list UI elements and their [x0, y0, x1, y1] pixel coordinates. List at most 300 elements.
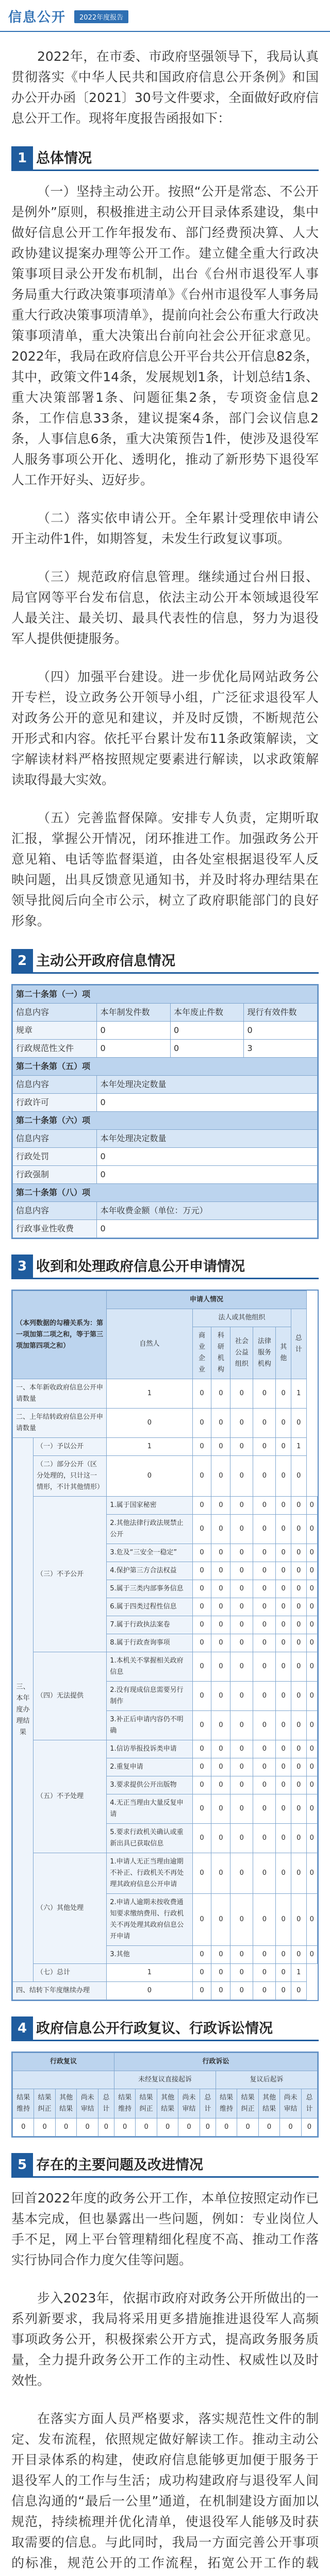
table-cell: 行政规范性文件 — [13, 1040, 97, 1058]
table-cell: 0 — [306, 1794, 317, 1824]
table-cell: 0 — [97, 1148, 318, 1166]
table-cell: 0 — [192, 1634, 211, 1652]
table-cell: 0 — [253, 1758, 276, 1776]
s4-review: 行政复议 — [13, 2053, 114, 2071]
s4-col-header: 结果维持 — [13, 2089, 34, 2119]
table-cell: 0 — [192, 1794, 211, 1824]
table-cell: 0 — [192, 1824, 211, 1853]
table-cell: 0 — [230, 1824, 253, 1853]
table-cell: 0 — [291, 1894, 307, 1946]
table-row — [13, 1497, 318, 1515]
table-cell: 0 — [230, 1758, 253, 1776]
section1-item-text: 全年累计受理依申请公开主动件1件，如期答复，未发生行政复议事项。 — [11, 511, 319, 546]
table-cell: 0 — [276, 1758, 291, 1776]
table-cell: 0 — [230, 1682, 253, 1711]
s3-org-col: 法律服务机构 — [253, 1327, 276, 1379]
table-cell: 0 — [253, 1515, 276, 1544]
s3-row-label: 3.危及“三安全一稳定” — [107, 1544, 192, 1562]
section1-item-head: （二）落实依申请公开。 — [37, 511, 185, 526]
table-row — [13, 1379, 318, 1409]
s3-row-label: 3.补正后申请内容仍不明确 — [107, 1711, 192, 1740]
table-cell: 0 — [244, 1022, 318, 1040]
table-cell: 0 — [192, 1982, 211, 2000]
section2-table-wrap — [11, 984, 319, 1239]
table-cell: 0 — [291, 1544, 307, 1562]
table-cell: 0 — [280, 2119, 301, 2137]
table-cell: 0 — [253, 1456, 276, 1497]
s3-top-left: （本列数据的勾稽关系为：第一项加第二项之和，等于第三项加第四项之和） — [13, 1291, 107, 1379]
table-cell: 0 — [211, 1946, 230, 1964]
section1-title: 总体情况 — [36, 150, 92, 166]
table-cell: 0 — [192, 1740, 211, 1758]
table-cell: 0 — [170, 1022, 244, 1040]
s2-sub3-h0: 信息内容 — [13, 1130, 97, 1148]
table-cell: 0 — [306, 1946, 317, 1964]
table-cell: 0 — [230, 1438, 253, 1456]
table-cell: 0 — [306, 1711, 317, 1740]
table-cell: 0 — [291, 1794, 307, 1824]
table-cell: 0 — [107, 1982, 192, 2000]
section5-title: 存在的主要问题及改进情况 — [36, 2157, 203, 2173]
table-cell: 0 — [306, 1740, 317, 1758]
s2-col-header: 现行有效件数 — [244, 1004, 318, 1022]
s4-col-header: 总计 — [98, 2089, 114, 2119]
table-cell: 0 — [230, 1634, 253, 1652]
table-cell: 0 — [291, 1515, 307, 1544]
table-cell: 0 — [291, 1776, 307, 1794]
s2-sub3-title: 第二十条第（六）项 — [13, 1112, 318, 1130]
s3-row-label: （七）总计 — [34, 1964, 107, 1982]
table-cell: 0 — [211, 1598, 230, 1616]
section1-title-bar — [11, 146, 319, 171]
table-cell: 0 — [114, 2119, 135, 2137]
table-cell: 0 — [216, 2119, 237, 2137]
s3-row-label: 7.属于行政执法案卷 — [107, 1616, 192, 1634]
table-cell: 0 — [211, 1776, 230, 1794]
s4-col-header: 尚未审结 — [77, 2089, 98, 2119]
report-tag: 2022年度报告 — [74, 10, 128, 23]
table-cell: 0 — [291, 1982, 307, 2000]
table-cell: 0 — [253, 1982, 276, 2000]
table-cell: 0 — [237, 2119, 258, 2137]
table-cell: 0 — [276, 1982, 291, 2000]
table-cell: 行政强制 — [13, 1166, 97, 1184]
table-cell: 0 — [230, 1711, 253, 1740]
table-cell: 行政事业性收费 — [13, 1220, 97, 1238]
table-cell: 0 — [192, 1515, 211, 1544]
table-cell: 1 — [107, 1379, 192, 1409]
table-cell: 0 — [211, 1982, 230, 2000]
table-cell: 0 — [306, 1824, 317, 1853]
section2-num: 2 — [11, 949, 33, 973]
table-cell: 0 — [291, 1711, 307, 1740]
table-cell: 0 — [306, 1776, 317, 1794]
table-cell: 0 — [192, 1598, 211, 1616]
table-cell: 1 — [291, 1964, 307, 1982]
s3-org-col: 其他 — [276, 1327, 291, 1379]
table-row — [13, 1094, 318, 1112]
table-cell: 0 — [230, 1652, 253, 1682]
table-cell: 0 — [230, 1740, 253, 1758]
s2-col-header: 本年废止件数 — [170, 1004, 244, 1022]
table-row — [13, 1022, 318, 1040]
table-cell: 0 — [306, 1616, 317, 1634]
s3-row-label: 3.其他 — [107, 1946, 192, 1964]
section4-title-bar — [11, 2016, 319, 2041]
table-cell: 0 — [253, 1894, 276, 1946]
table-cell: 0 — [192, 1562, 211, 1580]
section1-item-head: （三）规范政府信息管理。 — [37, 569, 199, 584]
section3-num: 3 — [11, 1255, 33, 1278]
table-cell: 0 — [230, 1964, 253, 1982]
table-cell: 0 — [192, 1894, 211, 1946]
table-cell: 0 — [211, 1853, 230, 1894]
table-cell: 0 — [34, 2119, 55, 2137]
intro-paragraph: 2022年，在市委、市政府坚强领导下，我局认真贯彻落实《中华人民共和国政府信息公开条例》和国办公开办函〔2021〕30号文件要求，全面做好政府信息公开工作。现将年度报告函报如下： — [11, 49, 319, 126]
table-cell: 0 — [253, 1409, 276, 1438]
s2-col-header: 信息内容 — [13, 1004, 97, 1022]
s3-row-label: 2.没有现成信息需要另行制作 — [107, 1682, 192, 1711]
section1-item — [11, 667, 319, 790]
table-cell: 0 — [291, 1497, 307, 1515]
table-cell: 0 — [97, 1094, 318, 1112]
table-cell: 行政许可 — [13, 1094, 97, 1112]
s4-col-header: 结果纠正 — [34, 2089, 55, 2119]
table-cell: 1 — [107, 1438, 192, 1456]
table-cell: 0 — [291, 1758, 307, 1776]
section1-item-text: 进一步优化局网站政务公开专栏，设立政务公开领导小组，广泛征求退役军人对政务公开的意见和建议，并及时反馈，不断规范公开形式和内容。依托平台累计发布11条政策解读，文字解读材料严格按照规定要素进行解读，以求政策解读取得最大实效。 — [11, 669, 319, 787]
table-cell: 0 — [291, 1456, 307, 1497]
section1-item — [11, 808, 319, 931]
table-cell: 0 — [230, 1562, 253, 1580]
table-cell: 0 — [276, 1824, 291, 1853]
table-cell: 0 — [306, 1853, 317, 1894]
table-cell: 0 — [306, 1682, 317, 1711]
table-cell: 0 — [306, 1497, 317, 1515]
table-cell: 0 — [192, 1682, 211, 1711]
table-cell: 0 — [157, 2119, 178, 2137]
table-cell: 0 — [276, 1456, 291, 1497]
section3-table-wrap — [11, 1290, 319, 2001]
table-row — [13, 1740, 318, 1758]
table-cell: 0 — [192, 1409, 211, 1438]
table-cell: 0 — [276, 1682, 291, 1711]
s4-col-header: 尚未审结 — [178, 2089, 200, 2119]
table-cell: 0 — [253, 1682, 276, 1711]
table-cell: 行政处罚 — [13, 1148, 97, 1166]
s4-col-header: 结果维持 — [216, 2089, 237, 2119]
s3-row-label: 6.属于四类过程性信息 — [107, 1598, 192, 1616]
table-cell: 0 — [306, 1515, 317, 1544]
s4-col-header: 结果维持 — [114, 2089, 135, 2119]
section1-item-head: （五）完善监督保障。 — [37, 810, 172, 825]
table-cell: 0 — [253, 1794, 276, 1824]
table-cell: 规章 — [13, 1022, 97, 1040]
table-cell: 0 — [192, 1544, 211, 1562]
table-cell: 0 — [192, 1711, 211, 1740]
table-cell: 0 — [211, 1682, 230, 1711]
s3-subgroup-label: （三）不予公开 — [34, 1497, 107, 1652]
table-cell: 0 — [276, 1652, 291, 1682]
table-cell: 0 — [211, 1634, 230, 1652]
s3-row-label: 2.重复申请 — [107, 1758, 192, 1776]
table-cell: 0 — [192, 1946, 211, 1964]
table-cell: 0 — [276, 1497, 291, 1515]
s3-row-label: 4.保护第三方合法权益 — [107, 1562, 192, 1580]
table-cell: 0 — [211, 1456, 230, 1497]
s3-row-label: 四、结转下年度继续办理 — [13, 1982, 107, 2000]
s3-row-label: 5.属于三类内部事务信息 — [107, 1580, 192, 1598]
table-row — [13, 1220, 318, 1238]
section1-num: 1 — [11, 146, 33, 170]
table-cell: 0 — [291, 1740, 307, 1758]
table-cell: 0 — [211, 1964, 230, 1982]
table-row — [13, 1982, 318, 2000]
table-cell: 0 — [276, 1598, 291, 1616]
table-cell: 0 — [276, 1853, 291, 1894]
table-cell: 0 — [291, 1580, 307, 1598]
top-header — [0, 0, 330, 32]
table-cell: 0 — [291, 1946, 307, 1964]
table-cell: 0 — [253, 1616, 276, 1634]
table-cell: 0 — [276, 1794, 291, 1824]
table-cell: 0 — [230, 1853, 253, 1894]
table-cell: 0 — [178, 2119, 200, 2137]
table-cell: 0 — [276, 1634, 291, 1652]
table-cell: 0 — [192, 1776, 211, 1794]
table-cell: 0 — [98, 2119, 114, 2137]
s4-direct: 未经复议直接起诉 — [114, 2071, 216, 2089]
s3-subgroup-label: （四）无法提供 — [34, 1652, 107, 1740]
s3-row-label: 2.申请人逾期未按收费通知要求缴纳费用、行政机关不再处理其政府信息公开申请 — [107, 1894, 192, 1946]
s3-row-label: 一、本年新收政府信息公开申请数量 — [13, 1379, 107, 1409]
table-cell: 0 — [211, 1379, 230, 1409]
table-cell: 0 — [230, 1946, 253, 1964]
table-cell: 0 — [276, 1946, 291, 1964]
section1-item-text: 安排专人负责，定期听取汇报，掌握公开情况，闭环推进工作。加强政务公开意见箱、电话等监督渠道，由各处室根据退役军人反映问题，出具反馈意见通知书，并及时将办理结果在领导批阅后向全市公示，树立了政府职能部门的良好形象。 — [11, 810, 319, 928]
table-cell: 0 — [276, 1894, 291, 1946]
section1-item-text: 按照“公开是常态、不公开是例外”原则，积极推进主动公开目录体系建设，集中做好信息公开工作年报发布、部门经费预决算、人大政协建议提案办理等公开工作。建立健全重大行政决策事项目录公开发布机制，出台《台州市退役军人事务局重大行政决策事项清单》《台州市退役军人事务局重大行政决策事项清单》，提前向社会公布重大行政决策事项清单，重大决策出台前向社会公开征求意见。2022年，我局在政府信息公开平台共公开信息82条，其中，政策文件14条，发展规划1条，计划总结1条、重大决策部署1条、问题征集2条，专项资金信息2条，工作信息33条，建议提案4条，部门会议信息2条，人事信息6条，重大决策预告1件，使涉及退役军人服务事项公开化、透明化，推动了新形势下退役军人工作开好头、迈好步。 — [11, 184, 319, 487]
s2-sub4-title: 第二十条第（八）项 — [13, 1184, 318, 1202]
s3-org-header: 法人或其他组织 — [192, 1309, 291, 1327]
table-cell: 0 — [211, 1616, 230, 1634]
table-cell: 0 — [97, 1040, 171, 1058]
table-cell: 0 — [253, 1946, 276, 1964]
table-cell: 0 — [211, 1562, 230, 1580]
table-cell: 0 — [291, 1409, 307, 1438]
table-cell: 0 — [291, 1824, 307, 1853]
table-cell: 1 — [291, 1379, 307, 1409]
s4-col-header: 其他结果 — [157, 2089, 178, 2119]
section1-item — [11, 567, 319, 649]
s4-col-header: 其他结果 — [55, 2089, 76, 2119]
s2-col-header: 本年制发件数 — [97, 1004, 171, 1022]
table-cell: 0 — [253, 1652, 276, 1682]
s3-row-label: 1.申请人无正当理由逾期不补正、行政机关不再处理其政府信息公开申请 — [107, 1853, 192, 1894]
content — [0, 32, 330, 2576]
table-cell: 0 — [276, 1711, 291, 1740]
table-cell: 0 — [211, 1824, 230, 1853]
table-cell: 0 — [230, 1379, 253, 1409]
table-cell: 0 — [211, 1758, 230, 1776]
s2-sub4-h1: 本年收费金额（单位：万元） — [97, 1202, 318, 1220]
section2-title-bar — [11, 949, 319, 974]
s4-col-header: 总计 — [200, 2089, 216, 2119]
s3-org-col: 科研机构 — [211, 1327, 230, 1379]
table-cell: 0 — [230, 1544, 253, 1562]
table-cell: 0 — [253, 1379, 276, 1409]
section5-p1: 回首2022年度的政务公开工作，本单位按照定动作已基本完成，但也暴露出一些问题，例如：专业岗位人手不足，网上平台管理精细化程度不高、推动工作落实行协同合作力度欠佳等问题。 — [11, 2191, 319, 2267]
table-cell: 0 — [253, 1824, 276, 1853]
s3-row-label: 3.要求提供公开出版物 — [107, 1776, 192, 1794]
section5-title-bar — [11, 2153, 319, 2178]
table-cell: 0 — [306, 1758, 317, 1776]
table-cell: 0 — [211, 1515, 230, 1544]
table-cell: 1 — [291, 1438, 307, 1456]
table-cell: 0 — [192, 1580, 211, 1598]
section2-title: 主动公开政府信息情况 — [36, 953, 175, 969]
table-cell: 0 — [136, 2119, 157, 2137]
s4-after: 复议后起诉 — [216, 2071, 317, 2089]
table-cell: 0 — [276, 1544, 291, 1562]
section3-title: 收到和处理政府信息公开申请情况 — [36, 1259, 245, 1275]
table-cell: 0 — [211, 1740, 230, 1758]
table-row — [13, 1148, 318, 1166]
table-cell: 0 — [107, 1456, 192, 1497]
table-cell: 0 — [306, 1894, 317, 1946]
table-row — [13, 1456, 318, 1497]
table-cell: 0 — [253, 1598, 276, 1616]
table-cell: 0 — [276, 1580, 291, 1598]
s3-row-label: 1.信访举报投诉类申请 — [107, 1740, 192, 1758]
s3-row-label: （一）予以公开 — [34, 1438, 107, 1456]
table-cell: 0 — [211, 1544, 230, 1562]
table-cell: 0 — [192, 1379, 211, 1409]
s3-row-label: 4.无正当理由大量反复申请 — [107, 1794, 192, 1824]
section1-item-head: （一）坚持主动公开。 — [37, 184, 168, 199]
s3-subgroup-label: （六）其他处理 — [34, 1853, 107, 1964]
s3-subgroup-label: （五）不予处理 — [34, 1740, 107, 1853]
s4-col-header: 其他结果 — [258, 2089, 279, 2119]
table-cell: 0 — [192, 1456, 211, 1497]
s4-col-header: 结果纠正 — [136, 2089, 157, 2119]
table-row — [13, 1964, 318, 1982]
section5-num: 5 — [11, 2153, 33, 2177]
table-cell: 0 — [253, 1776, 276, 1794]
table-cell: 0 — [253, 1964, 276, 1982]
table-cell: 0 — [276, 1379, 291, 1409]
section3-table — [12, 1291, 318, 2000]
table-cell: 0 — [306, 1562, 317, 1580]
table-cell: 0 — [192, 1497, 211, 1515]
table-cell: 0 — [230, 1515, 253, 1544]
table-cell: 0 — [253, 1562, 276, 1580]
s2-sub2-h1: 本年处理决定数量 — [97, 1076, 318, 1094]
table-cell: 0 — [291, 1616, 307, 1634]
brand-title: 信息公开 — [8, 10, 67, 25]
s3-person-col: 自然人 — [107, 1309, 192, 1379]
section1-item-text: 继续通过台州日报、局官网等平台发布信息，依法主动公开本领域退役军人最关注、最关切、最具代表性的信息，努力为退役军人提供便捷服务。 — [11, 569, 319, 646]
table-cell: 0 — [200, 2119, 216, 2137]
table-cell: 0 — [13, 2119, 34, 2137]
section4-table — [12, 2053, 318, 2137]
s2-sub2-h0: 信息内容 — [13, 1076, 97, 1094]
table-cell: 0 — [291, 1562, 307, 1580]
table-cell: 0 — [230, 1456, 253, 1497]
table-row — [13, 1438, 318, 1456]
table-cell: 0 — [306, 1580, 317, 1598]
table-cell: 0 — [55, 2119, 76, 2137]
section1-item — [11, 181, 319, 490]
section3-title-bar — [11, 1255, 319, 1279]
s3-row-label: 2.其他法律行政法规禁止公开 — [107, 1515, 192, 1544]
table-cell: 0 — [170, 1040, 244, 1058]
s4-col-header: 尚未审结 — [280, 2089, 301, 2119]
table-cell: 0 — [301, 2119, 317, 2137]
s3-row-label: 1.本机关不掌握相关政府信息 — [107, 1652, 192, 1682]
section2-table — [12, 985, 318, 1238]
table-cell: 0 — [97, 1166, 318, 1184]
table-cell: 0 — [306, 1652, 317, 1682]
s2-sub3-h1: 本年处理决定数量 — [97, 1130, 318, 1148]
table-cell: 0 — [291, 1598, 307, 1616]
table-cell: 0 — [230, 1497, 253, 1515]
table-cell: 0 — [211, 1794, 230, 1824]
s3-applicant-header: 申请人情况 — [107, 1291, 306, 1309]
table-cell: 0 — [291, 1652, 307, 1682]
table-cell: 0 — [192, 1438, 211, 1456]
table-cell: 0 — [306, 1634, 317, 1652]
table-cell: 0 — [97, 1022, 171, 1040]
table-cell: 0 — [276, 1515, 291, 1544]
table-cell: 0 — [276, 1740, 291, 1758]
table-cell: 0 — [192, 1964, 211, 1982]
table-row — [13, 1040, 318, 1058]
table-cell: 0 — [258, 2119, 279, 2137]
section1-item-head: （四）加强平台建设。 — [37, 669, 172, 684]
table-cell: 0 — [77, 2119, 98, 2137]
table-cell: 0 — [107, 1409, 192, 1438]
s3-org-col: 商业企业 — [192, 1327, 211, 1379]
table-cell: 0 — [306, 1544, 317, 1562]
table-cell: 0 — [253, 1711, 276, 1740]
section1-item — [11, 508, 319, 549]
s4-suit: 行政诉讼 — [114, 2053, 317, 2071]
table-cell: 0 — [211, 1497, 230, 1515]
table-cell: 0 — [192, 1616, 211, 1634]
table-row — [13, 1166, 318, 1184]
s3-row-label: 二、上年结转政府信息公开申请数量 — [13, 1409, 107, 1438]
s4-col-header: 总计 — [301, 2089, 317, 2119]
table-cell: 0 — [211, 1409, 230, 1438]
table-cell: 0 — [306, 1598, 317, 1616]
s2-header-cell: 第二十条第（一）项 — [13, 986, 318, 1004]
table-cell: 0 — [230, 1982, 253, 2000]
table-cell: 0 — [230, 1894, 253, 1946]
table-cell: 0 — [276, 1964, 291, 1982]
table-cell: 0 — [211, 1711, 230, 1740]
table-cell: 0 — [253, 1740, 276, 1758]
section4-title: 政府信息公开行政复议、行政诉讼情况 — [36, 2021, 273, 2037]
table-cell: 0 — [253, 1853, 276, 1894]
table-cell: 0 — [276, 1438, 291, 1456]
table-cell: 0 — [230, 1616, 253, 1634]
table-cell: 0 — [192, 1652, 211, 1682]
table-cell: 0 — [253, 1580, 276, 1598]
table-cell: 0 — [230, 1598, 253, 1616]
table-cell: 0 — [97, 1220, 318, 1238]
table-cell: 0 — [291, 1634, 307, 1652]
